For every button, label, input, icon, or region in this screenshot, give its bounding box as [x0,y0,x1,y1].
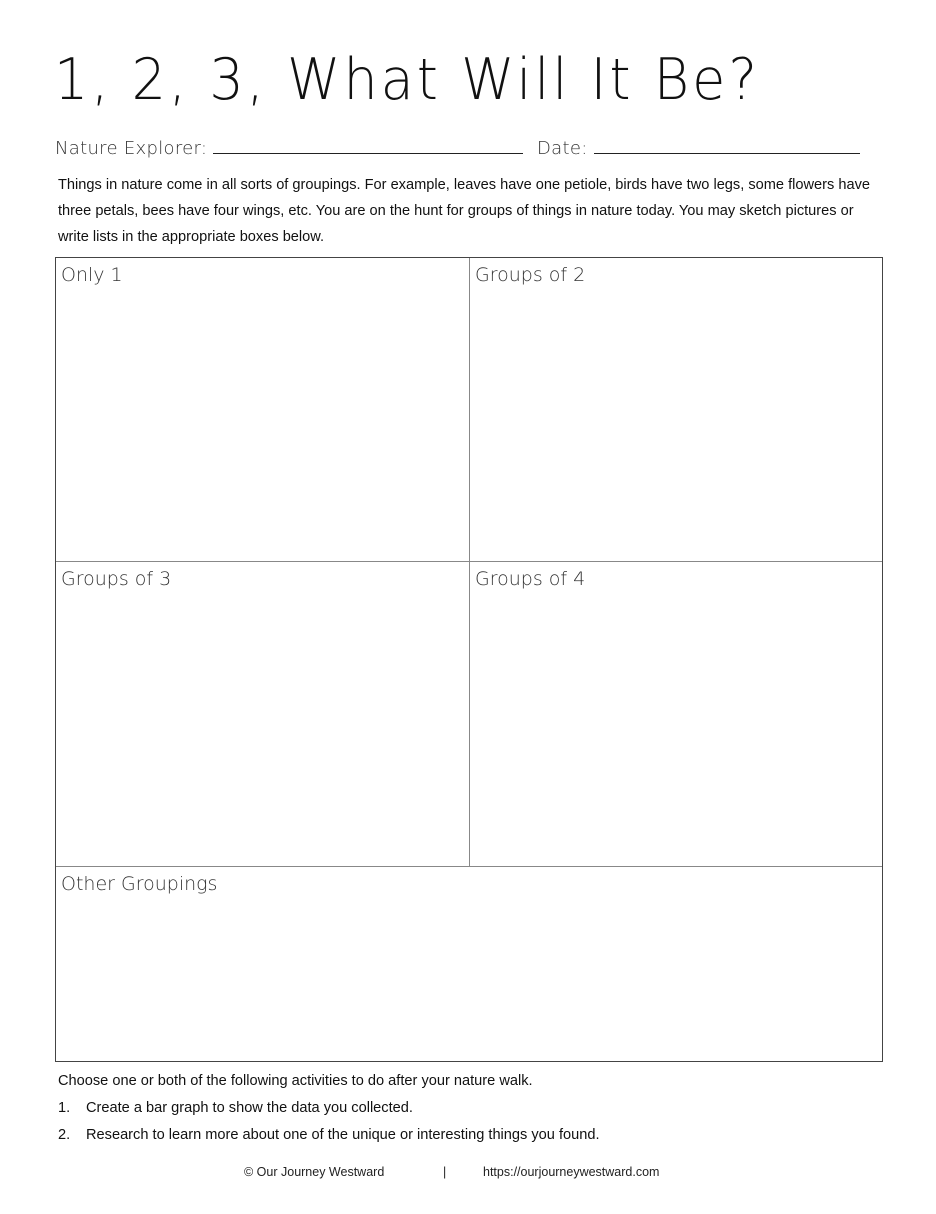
box-groups-of-4[interactable] [470,562,882,867]
explorer-field [55,138,523,159]
box-label: Groups of 2 [475,264,586,286]
box-only-1[interactable] [56,258,470,562]
intro-paragraph: Things in nature come in all sorts of groupings. For example, leaves have one petiole, birds have two legs, some flowers have three petals, bees have four wings, etc. You are on the hunt for groups of things in nature today. You may sketch pictures or write lists in the appropriate boxes below. [58,177,870,245]
box-label: Groups of 3 [61,568,172,590]
name-date-fields [55,138,865,162]
grouping-grid [55,257,883,1062]
list-number: 2. [58,1127,71,1143]
date-field [537,138,860,159]
footer-separator: | [443,1165,447,1179]
worksheet-title: 1, 2, 3, What Will It Be? [54,46,760,113]
activities-list [58,1095,888,1149]
list-item [58,1095,888,1122]
list-text: Create a bar graph to show the data you collected. [86,1100,413,1116]
box-label: Groups of 4 [475,568,586,590]
footer-url[interactable]: https://ourjourneywestward.com [483,1165,660,1179]
date-blank-line[interactable] [594,153,860,154]
box-groups-of-2[interactable] [470,258,882,562]
list-number: 1. [58,1100,71,1116]
explorer-blank-line[interactable] [213,153,523,154]
page-footer [0,1165,936,1185]
footer-copyright: © Our Journey Westward [244,1165,385,1179]
date-label: Date: [537,138,588,159]
box-other-groupings[interactable] [56,867,882,1061]
box-label: Only 1 [61,264,123,286]
list-item [58,1122,888,1149]
activities-intro: Choose one or both of the following activities to do after your nature walk. [58,1073,533,1089]
explorer-label: Nature Explorer: [55,138,208,159]
after-walk-activities [58,1068,888,1149]
box-groups-of-3[interactable] [56,562,470,867]
list-text: Research to learn more about one of the unique or interesting things you found. [86,1127,600,1143]
box-label: Other Groupings [61,873,218,895]
